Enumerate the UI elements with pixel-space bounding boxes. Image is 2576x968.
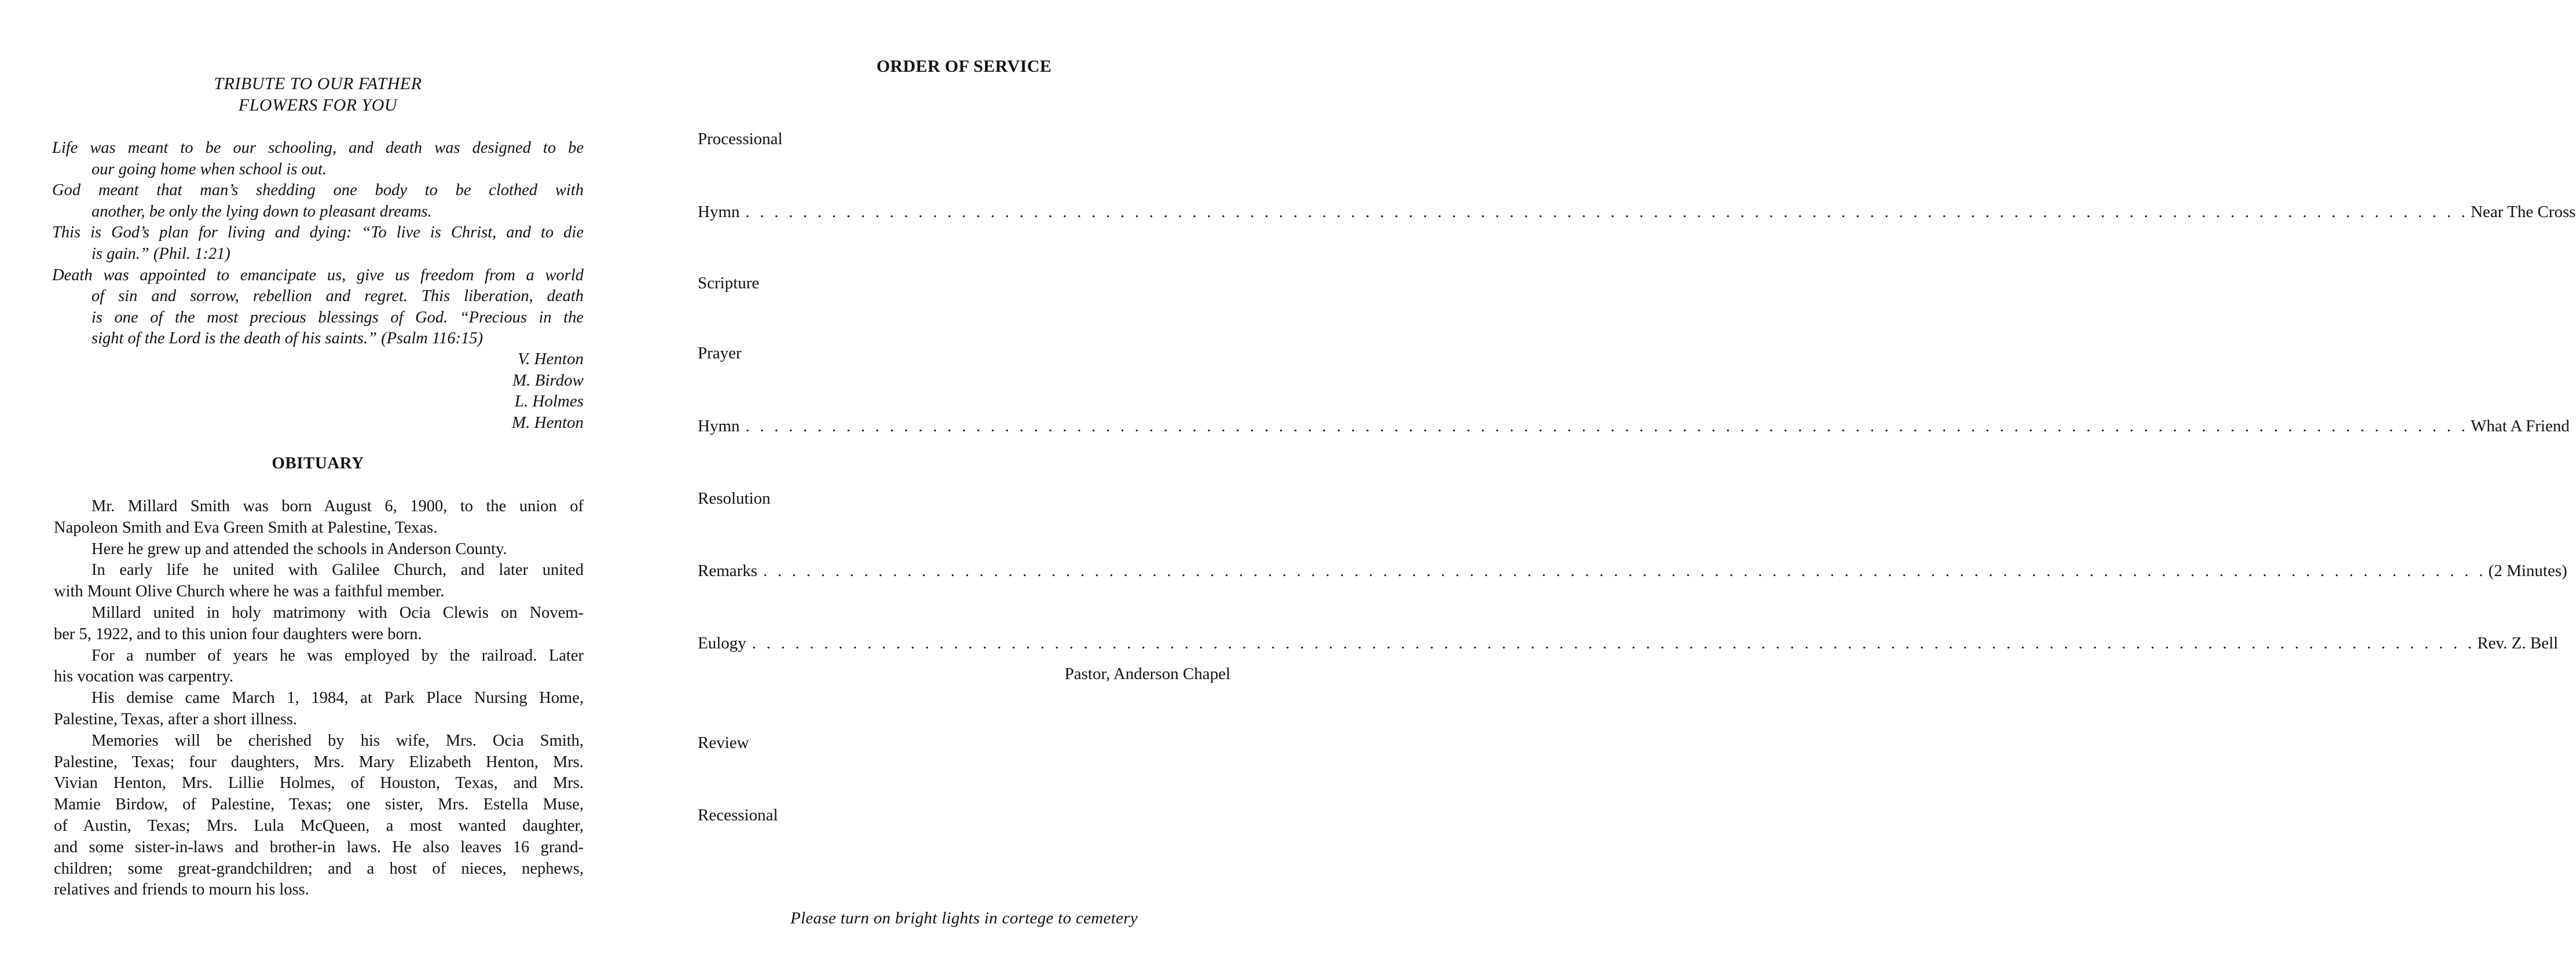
service-item-processional [698,129,1230,149]
service-item-value: What A Friend [2471,417,2570,435]
service-item-label: Review [698,734,749,752]
dot-leader: . . . . . . . . . . . . . . . . . . . . . . . . . . . . . . . . . . . . . . . . . . . . . . . . . . . . . . . . . . . . . . . . . . . . . . . . . . . . . . . . . . . . . . . . . . . . . . . . . . . . . . . . . . . . . . . . . . . . . . . . [752,634,2475,652]
signature: M. Henton [511,413,584,432]
service-item-label: Prayer [698,344,742,362]
service-item-value: (2 Minutes) [2488,562,2567,580]
obituary-line: Palestine, Texas, after a short illness. [54,710,298,728]
dot-leader: . . . . . . . . . . . . . . . . . . . . . . . . . . . . . . . . . . . . . . . . . . . . . . . . . . . . . . . . . . . . . . . . . . . . . . . . . . . . . . . . . . . . . . . . . . . . . . . . . . . . . . . . . . . . . . . . . . . . . . . . [763,562,2486,580]
service-item-scripture [698,273,1230,294]
service-item-hymn [698,416,2570,437]
service-item-label: Hymn [698,203,740,221]
obituary-line: Mamie Birdow, of Palestine, Texas; one sister, Mrs. Estella Muse, [54,795,584,814]
service-item-prayer [698,343,1230,364]
obituary-line: His demise came March 1, 1984, at Park Place Nursing Home, [91,689,584,707]
service-item-label: Processional [698,130,783,148]
service-item-hymn [698,201,2576,222]
service-item-label: Resolution [698,489,771,508]
service-item-value: Rev. Z. Bell [2477,634,2559,652]
poem-line: sight of the Lord is the death of his saints.” (Psalm 116:15) [91,329,483,348]
obituary-line: For a number of years he was employed by the railroad. Later [91,646,584,665]
signature: L. Holmes [514,392,584,410]
obituary-line: Palestine, Texas; four daughters, Mrs. Mary Elizabeth Henton, Mrs. [54,753,584,771]
service-item-value: Near The Cross [2471,203,2576,221]
obituary-line: In early life he united with Galilee Church, and later united [91,561,584,580]
service-item-label: Eulogy [698,634,746,652]
order-of-service-heading: ORDER OF SERVICE [876,57,1052,76]
obituary-line: relatives and friends to mourn his loss. [54,881,309,899]
poem-line: is gain.” (Phil. 1:21) [91,244,230,263]
obituary-line: and some sister-in-laws and brother-in laws. He also leaves 16 grand- [54,838,584,856]
footer-note: Please turn on bright lights in cortege to cemetery [790,909,1138,927]
obituary-line: of Austin, Texas; Mrs. Lula McQueen, a most wanted daughter, [54,816,584,835]
dot-leader: . . . . . . . . . . . . . . . . . . . . . . . . . . . . . . . . . . . . . . . . . . . . . . . . . . . . . . . . . . . . . . . . . . . . . . . . . . . . . . . . . . . . . . . . . . . . . . . . . . . . . . . . . . . . . . . . . . . . . . . . [745,203,2469,221]
obituary-line: his vocation was carpentry. [54,668,233,686]
obituary-line: Mr. Millard Smith was born August 6, 1900, to the union of [91,497,584,515]
obituary-line: with Mount Olive Church where he was a faithful member. [54,582,445,601]
tribute-signatures [52,349,584,433]
obituary-line: Here he grew up and attended the schools in Anderson County. [91,540,507,558]
tribute-title-line-1: TRIBUTE TO OUR FATHER [214,74,422,93]
service-item-label: Scripture [698,274,760,292]
poem-line: another, be only the lying down to pleasant dreams. [91,202,432,221]
service-item-eulogy [698,633,2559,654]
dot-leader: . . . . . . . . . . . . . . . . . . . . . . . . . . . . . . . . . . . . . . . . . . . . . . . . . . . . . . . . . . . . . . . . . . . . . . . . . . . . . . . . . . . . . . . . . . . . . . . . . . . . . . . . . . . . . . . . . . . . . . . . [745,417,2469,435]
service-item-label: Hymn [698,417,740,435]
obituary-line: Vivian Henton, Mrs. Lillie Holmes, of Houston, Texas, and Mrs. [54,774,584,793]
poem-line: This is God’s plan for living and dying: “To live is Christ, and to die [52,223,584,242]
poem-stanza [52,265,584,350]
poem-stanza [52,222,584,265]
poem-stanza [52,180,584,222]
service-item-remarks [698,560,2567,581]
obituary-line: Napoleon Smith and Eva Green Smith at Palestine, Texas. [54,518,438,537]
signature: M. Birdow [512,371,584,390]
obituary-line: ber 5, 1922, and to this union four daughters were born. [54,625,422,643]
tribute-title-line-2: FLOWERS FOR YOU [238,96,398,115]
service-item-label: Recessional [698,806,778,824]
obituary-line: Millard united in holy matrimony with Ocia Clewis on Novem- [91,603,584,622]
poem-line: is one of the most precious blessings of God. “Precious in the [91,308,584,327]
tribute-poem [52,138,584,350]
poem-line: Death was appointed to emancipate us, give us freedom from a world [52,266,584,284]
service-item-recessional [698,805,1230,826]
obituary-line: children; some great-grandchildren; and a host of nieces, nephews, [54,859,584,878]
poem-stanza [52,138,584,180]
obituary-line: Memories will be cherished by his wife, Mrs. Ocia Smith, [91,731,584,750]
poem-line: of sin and sorrow, rebellion and regret. This liberation, death [91,287,584,306]
poem-line: Life was meant to be our schooling, and death was designed to be [52,139,584,157]
service-item-subtitle: Pastor, Anderson Chapel [1064,665,1230,683]
service-item-resolution [698,488,1230,509]
service-item-review [698,732,1230,753]
tribute-title [52,73,584,116]
signature: V. Henton [518,350,584,368]
obituary-body [54,496,584,901]
obituary-heading: OBITUARY [272,454,364,472]
poem-line: God meant that man’s shedding one body to be clothed with [52,181,584,200]
poem-line: our going home when school is out. [91,160,327,178]
service-item-label: Remarks [698,562,758,580]
